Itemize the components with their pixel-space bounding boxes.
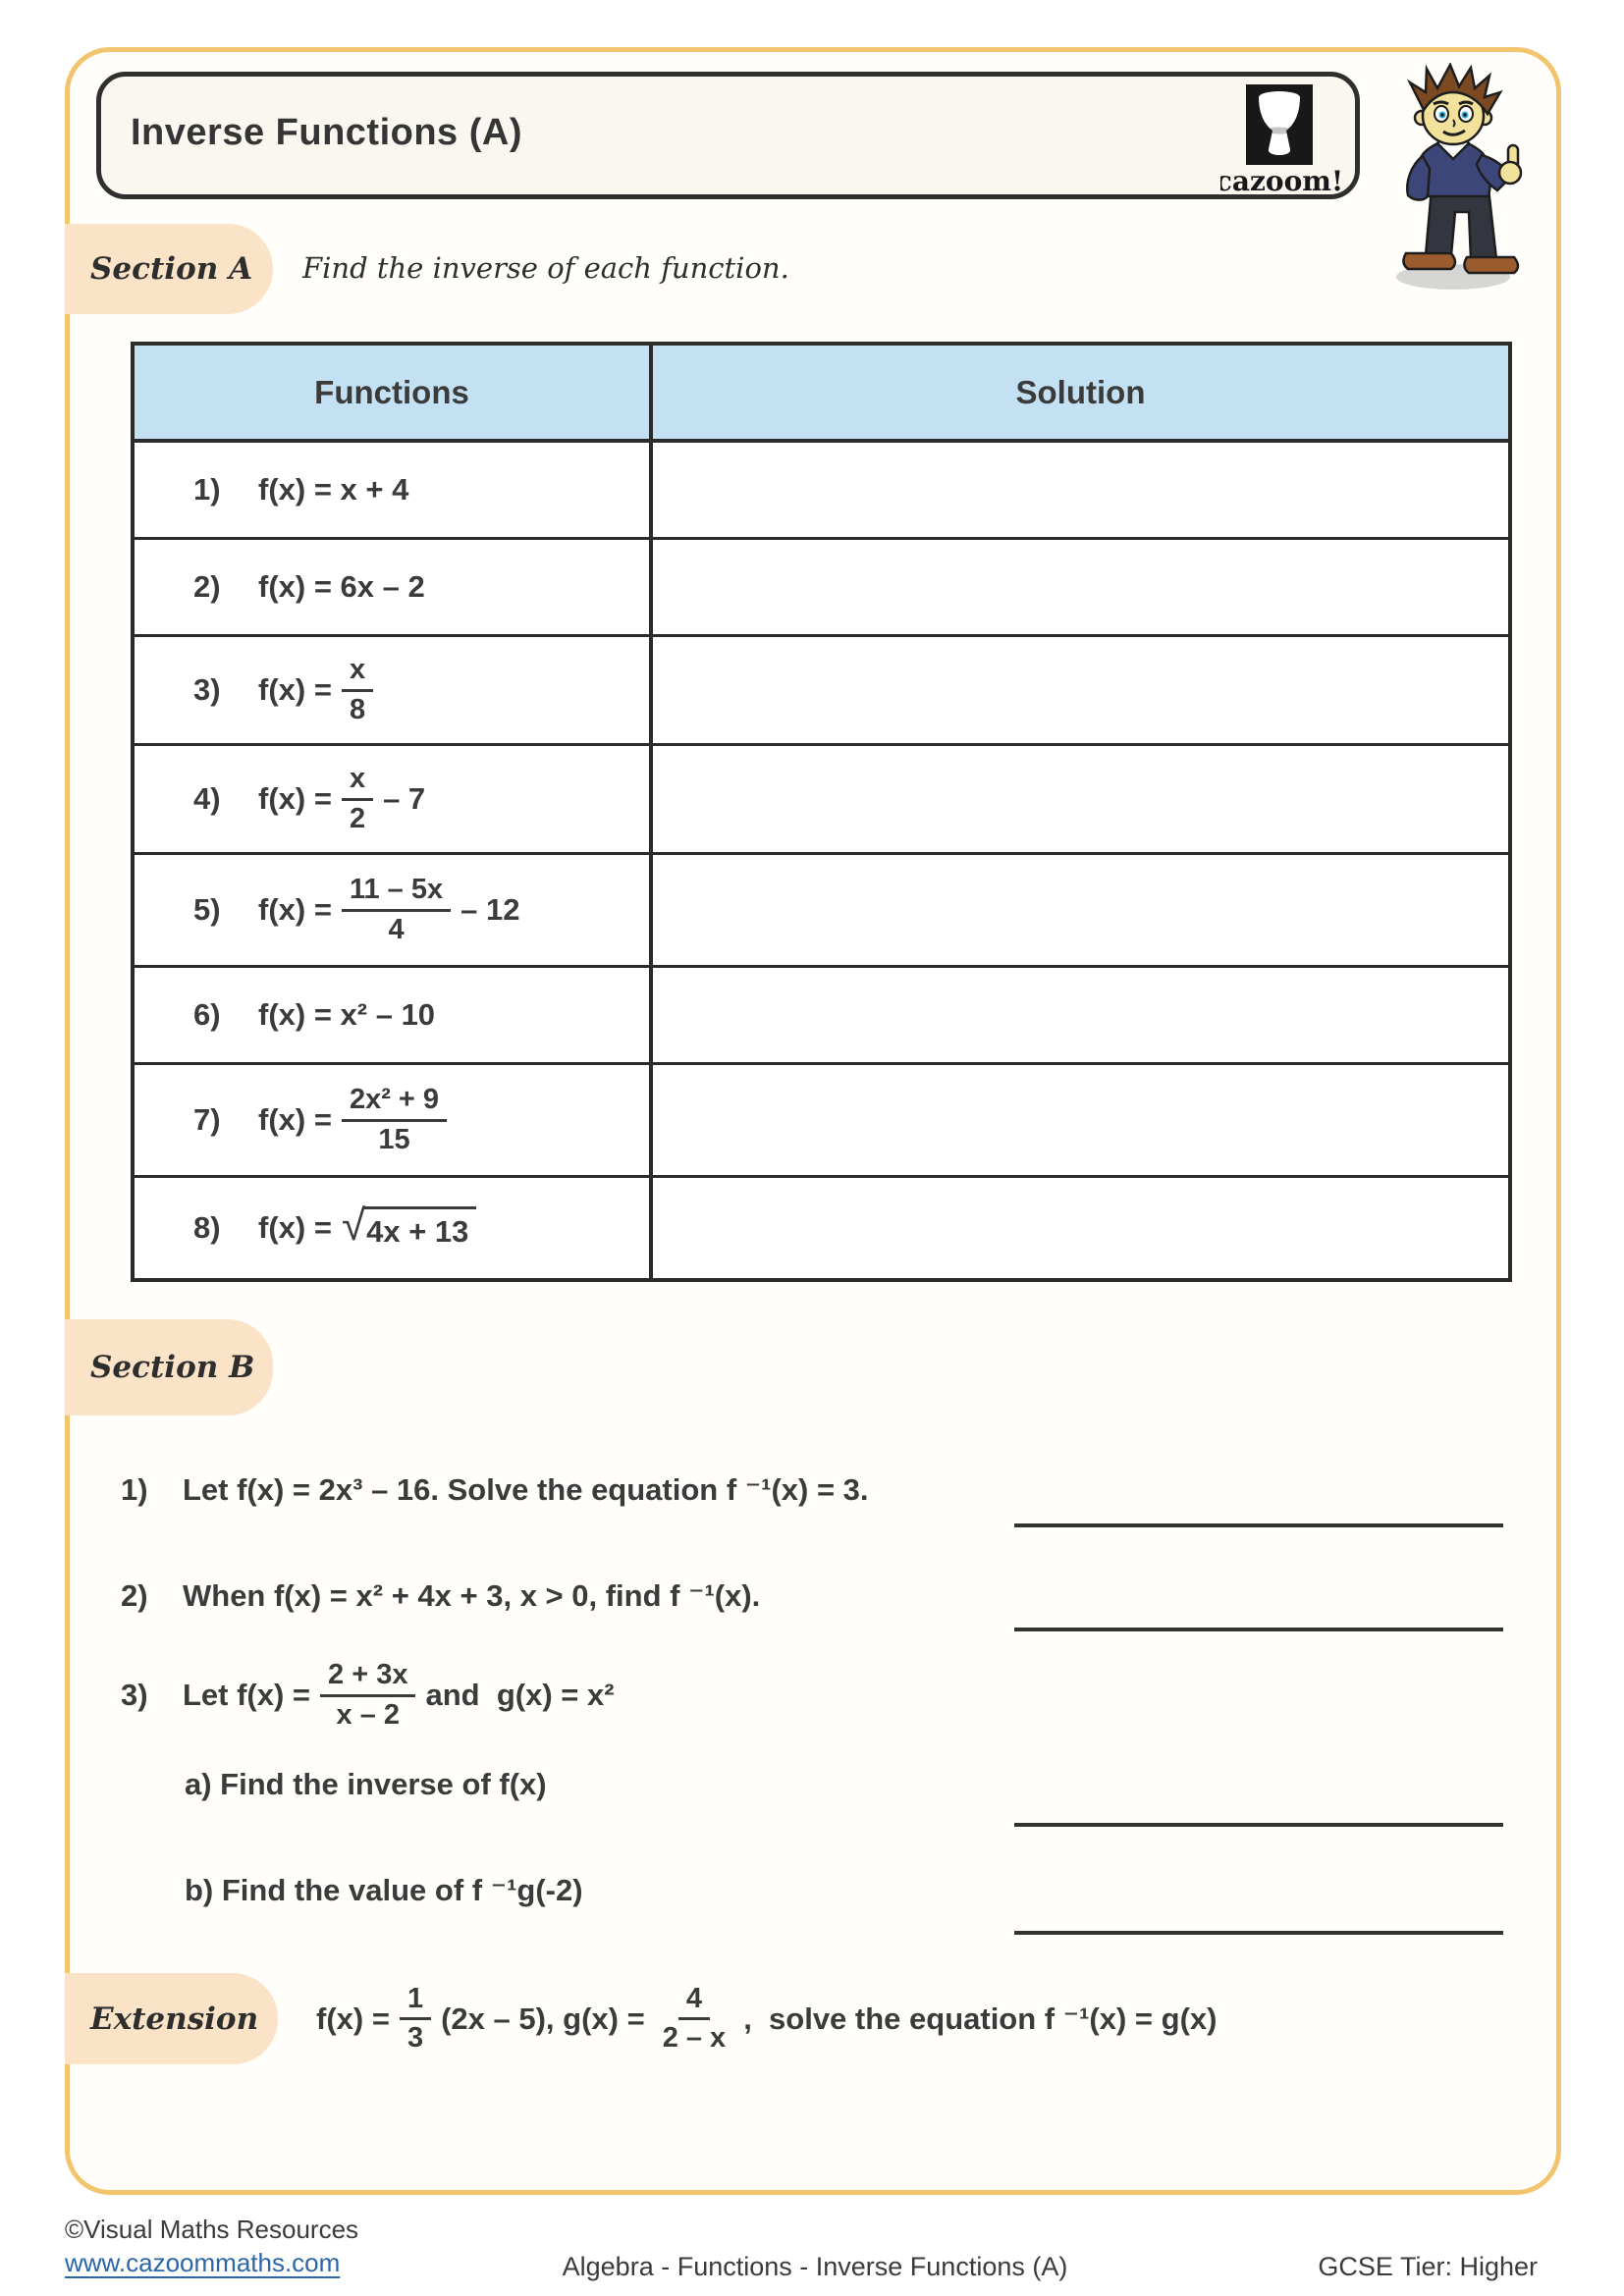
- math-text: – 12: [460, 892, 520, 927]
- math-text: When f(x) = x² + 4x + 3, x > 0, find f ⁻¹(x).: [183, 1578, 761, 1613]
- solution-cell[interactable]: [653, 968, 1508, 1062]
- fraction: [342, 1084, 447, 1156]
- fraction: [342, 874, 451, 946]
- fraction-denominator: 4: [388, 913, 405, 945]
- table-body: [135, 443, 1508, 1278]
- fraction-numerator: 1: [400, 1983, 431, 2020]
- table-row: [135, 1178, 1508, 1278]
- question-number: 2): [121, 1578, 148, 1613]
- table-row: [135, 968, 1508, 1065]
- function-cell: [135, 1178, 653, 1278]
- extension-label: [65, 1973, 278, 2064]
- math-text: a) Find the inverse of f(x): [185, 1767, 547, 1801]
- solution-cell[interactable]: [653, 855, 1508, 965]
- math-text: f(x) =: [258, 781, 332, 816]
- functions-table: [131, 342, 1512, 1282]
- question-number: 6): [193, 997, 221, 1032]
- solution-cell[interactable]: [653, 1178, 1508, 1278]
- math-text: b) Find the value of f ⁻¹g(-2): [185, 1873, 583, 1907]
- fraction-numerator: x: [342, 654, 373, 691]
- fraction: [655, 1983, 734, 2056]
- footer-copyright: ©Visual Maths Resources: [65, 2215, 359, 2244]
- extension-label-text: Extension: [90, 2001, 259, 2037]
- fraction-numerator: x: [342, 763, 373, 800]
- extension-question: [316, 1973, 1217, 2064]
- math-text: , solve the equation f ⁻¹(x) = g(x): [743, 2001, 1218, 2036]
- answer-line[interactable]: [1014, 1823, 1503, 1827]
- fraction-numerator: 4: [678, 1983, 710, 2020]
- function-cell: [135, 540, 653, 634]
- section-b-question: [121, 1472, 869, 1508]
- fraction: [400, 1983, 431, 2056]
- math-text: f(x) =: [258, 1210, 332, 1245]
- section-b-label-text: Section B: [90, 1350, 255, 1385]
- math-text: and g(x) = x²: [425, 1678, 615, 1712]
- function-cell: [135, 1065, 653, 1175]
- section-b-label: [65, 1319, 273, 1415]
- function-cell: [135, 855, 653, 965]
- fraction-denominator: 8: [349, 693, 366, 725]
- math-text: Let f(x) =: [183, 1678, 311, 1712]
- cazoom-logo: [1220, 84, 1342, 196]
- mascot-illustration: [1371, 63, 1540, 294]
- question-number: 2): [193, 569, 221, 604]
- math-text: f(x) =: [258, 892, 332, 927]
- fraction-denominator: x – 2: [336, 1698, 401, 1731]
- solution-cell[interactable]: [653, 1065, 1508, 1175]
- question-number: 7): [193, 1102, 221, 1137]
- footer-topic: Algebra - Functions - Inverse Functions (A): [562, 2252, 1068, 2281]
- solution-cell[interactable]: [653, 443, 1508, 537]
- solution-cell[interactable]: [653, 540, 1508, 634]
- answer-line[interactable]: [1014, 1628, 1503, 1631]
- solution-cell[interactable]: [653, 746, 1508, 852]
- function-cell: [135, 968, 653, 1062]
- fraction-denominator: 3: [406, 2022, 424, 2054]
- table-row: [135, 746, 1508, 855]
- answer-line[interactable]: [1014, 1931, 1503, 1935]
- math-text: f(x) =: [258, 672, 332, 707]
- section-a-label: [65, 224, 273, 314]
- fraction-numerator: 2x² + 9: [342, 1084, 447, 1121]
- table-header-solution: Solution: [1015, 373, 1146, 410]
- table-row: [135, 1065, 1508, 1178]
- radical-sign-icon: √: [341, 1201, 366, 1250]
- fraction-denominator: 15: [378, 1123, 410, 1155]
- function-cell: [135, 637, 653, 743]
- footer-website-link[interactable]: www.cazoommaths.com: [65, 2248, 341, 2277]
- section-a-label-text: Section A: [90, 251, 253, 287]
- section-b-question: [185, 1873, 583, 1908]
- table-header-row: [135, 346, 1508, 443]
- fraction: [320, 1659, 415, 1732]
- question-number: 3): [193, 672, 221, 707]
- math-text: f(x) = x + 4: [258, 472, 409, 507]
- function-cell: [135, 746, 653, 852]
- cazoom-drum-icon: [1220, 84, 1342, 196]
- question-number: 8): [193, 1210, 221, 1245]
- square-root: [341, 1201, 476, 1250]
- question-number: 4): [193, 781, 221, 816]
- question-number: 5): [193, 892, 221, 927]
- fraction-denominator: 2 – x: [662, 2022, 727, 2054]
- section-a-instruction: Find the inverse of each function.: [302, 251, 789, 285]
- math-text: – 7: [383, 781, 426, 816]
- fraction: [342, 654, 373, 726]
- function-cell: [135, 443, 653, 537]
- math-text: f(x) = x² – 10: [258, 997, 436, 1032]
- table-row: [135, 540, 1508, 637]
- math-text: f(x) =: [316, 2001, 390, 2036]
- table-header-functions: Functions: [135, 346, 653, 439]
- math-text: Let f(x) = 2x³ – 16. Solve the equation f ⁻¹(x) = 3.: [183, 1472, 869, 1507]
- answer-line[interactable]: [1014, 1523, 1503, 1527]
- fraction: [342, 763, 373, 835]
- math-text: f(x) =: [258, 1102, 332, 1137]
- fraction-numerator: 11 – 5x: [342, 874, 451, 911]
- section-b-question: [121, 1578, 760, 1614]
- math-text: f(x) = 6x – 2: [258, 569, 425, 604]
- page-title: Inverse Functions (A): [131, 112, 522, 153]
- solution-cell[interactable]: [653, 637, 1508, 743]
- table-row: [135, 443, 1508, 540]
- table-row: [135, 637, 1508, 746]
- footer-tier: GCSE Tier: Higher: [1318, 2252, 1538, 2281]
- question-number: 3): [121, 1678, 148, 1712]
- question-number: 1): [193, 472, 221, 507]
- section-b-question: [185, 1767, 547, 1802]
- logo-wordmark: cazoom!: [1220, 165, 1342, 196]
- fraction-numerator: 2 + 3x: [320, 1659, 415, 1696]
- fraction-denominator: 2: [349, 802, 366, 834]
- table-row: [135, 855, 1508, 968]
- section-b-question: [121, 1653, 615, 1737]
- radicand: 4x + 13: [362, 1206, 476, 1250]
- question-number: 1): [121, 1472, 148, 1507]
- math-text: (2x – 5), g(x) =: [441, 2001, 645, 2036]
